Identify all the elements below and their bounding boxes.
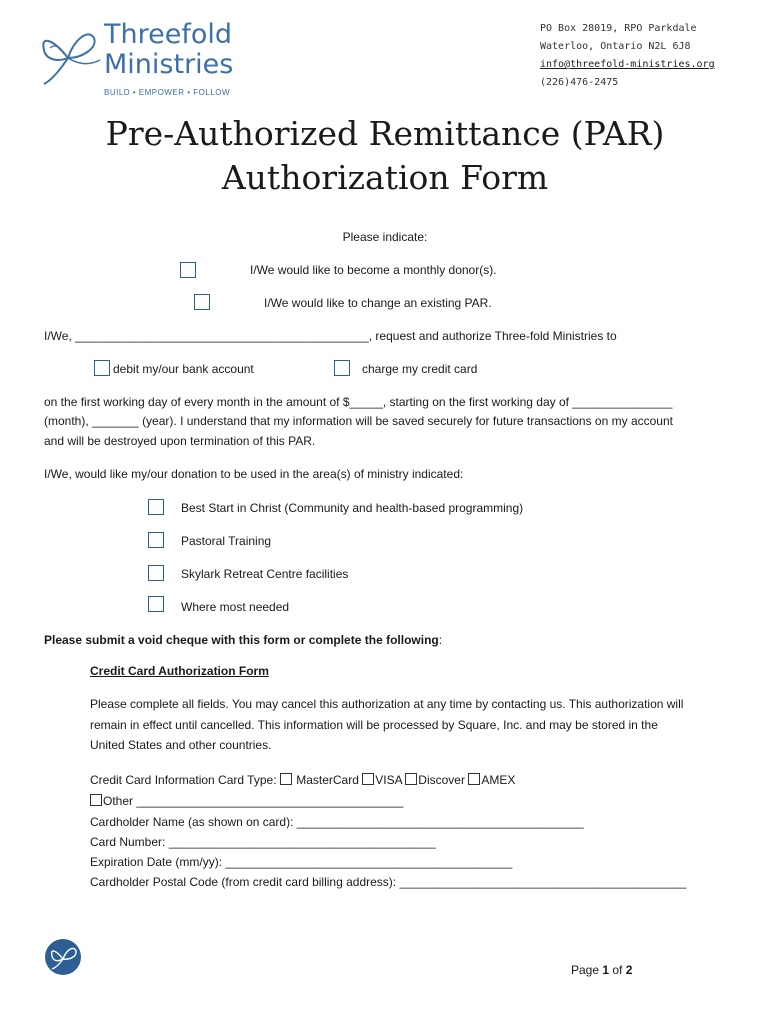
footer-butterfly-icon [44,938,82,976]
monthly-donor-checkbox[interactable] [180,262,196,278]
debit-bank-checkbox[interactable] [94,360,110,376]
terms-line-2: (month), _______ (year). I understand that my information will be saved securely for future transactions on my account [44,414,673,428]
cc-para-line-2: remain in effect until cancelled. This information will be processed by Square, Inc. and may be stored in the [90,718,658,732]
logo-name-line1: Threefold [104,19,232,50]
page-total: 2 [625,963,633,977]
footer-logo [44,938,82,976]
amex-checkbox[interactable] [468,773,480,785]
cc-para-line-1: Please complete all fields. You may cancel this authorization at any time by contacting us. This authorization will [90,697,684,711]
logo-tagline: BUILD • EMPOWER • FOLLOW [104,88,231,97]
terms-line-1: on the first working day of every month in the amount of $_____, starting on the first working day of _______________ [44,395,673,409]
ministry-checkbox-most-needed[interactable] [148,596,164,612]
monthly-donor-label: I/We would like to become a monthly donor(s). [250,263,497,277]
ministry-prompt: I/We, would like my/our donation to be used in the area(s) of ministry indicated: [44,467,464,481]
page-of: of [609,963,626,977]
charge-credit-label: charge my credit card [362,362,478,376]
page-number [571,963,632,977]
ministry-checkbox-best-start[interactable] [148,499,164,515]
ministry-label-best-start: Best Start in Christ (Community and health-based programming) [181,501,524,515]
email-link[interactable]: info@threefold-ministries.org [540,59,715,70]
other-card-blank[interactable]: ________________________________________ [136,794,404,808]
page-current: 1 [602,963,610,977]
card-number-field[interactable]: Card Number: ________________________________________ [90,835,436,849]
cc-para-line-3: United States and other countries. [90,738,272,752]
authorize-line: I/We, ____________________________________________, request and authorize Three-fold Ministries to [44,329,617,343]
postal-code-field[interactable]: Cardholder Postal Code (from credit card billing address): ___________________________________________ [90,875,687,889]
ministry-label-skylark: Skylark Retreat Centre facilities [181,567,349,581]
expiration-date-field[interactable]: Expiration Date (mm/yy): ___________________________________________ [90,855,513,869]
submit-instruction-colon: : [438,633,443,647]
address-line-2: Waterloo, Ontario N2L 6J8 [540,41,691,52]
butterfly-icon [34,20,104,92]
ministry-label-pastoral: Pastoral Training [181,534,272,548]
change-par-label: I/We would like to change an existing PAR. [264,296,492,310]
other-card-checkbox[interactable] [90,794,102,806]
contact-block [540,20,715,92]
mastercard-label: MasterCard [296,773,359,787]
discover-label: Discover [418,773,465,787]
page-title-line1: Pre-Authorized Remittance (PAR) [105,114,665,153]
card-type-row [90,773,515,787]
ministry-checkbox-skylark[interactable] [148,565,164,581]
charge-credit-checkbox[interactable] [334,360,350,376]
cardholder-name-field[interactable]: Cardholder Name (as shown on card): ___________________________________________ [90,815,584,829]
cc-heading: Credit Card Authorization Form [90,664,269,678]
amex-label: AMEX [481,773,516,787]
visa-label: VISA [375,773,402,787]
ministry-checkbox-pastoral[interactable] [148,532,164,548]
logo-name-line2: Ministries [104,49,234,80]
discover-checkbox[interactable] [405,773,417,785]
card-type-other-row [90,794,403,808]
card-type-label: Credit Card Information Card Type: [90,773,280,787]
change-par-checkbox[interactable] [194,294,210,310]
submit-instruction [44,633,442,647]
phone: (226)476-2475 [540,77,619,88]
indicate-prompt: Please indicate: [342,230,428,244]
org-logo [34,18,244,102]
other-card-label: Other [103,794,134,808]
address-line-1: PO Box 28019, RPO Parkdale [540,23,697,34]
visa-checkbox[interactable] [362,773,374,785]
ministry-label-most-needed: Where most needed [181,600,290,614]
page-title-line2: Authorization Form [221,158,549,197]
terms-line-3: and will be destroyed upon termination of this PAR. [44,434,316,448]
submit-instruction-bold: Please submit a void cheque with this form or complete the following [44,633,439,647]
debit-bank-label: debit my/our bank account [113,362,254,376]
page-label: Page [571,963,603,977]
mastercard-checkbox[interactable] [280,773,292,785]
